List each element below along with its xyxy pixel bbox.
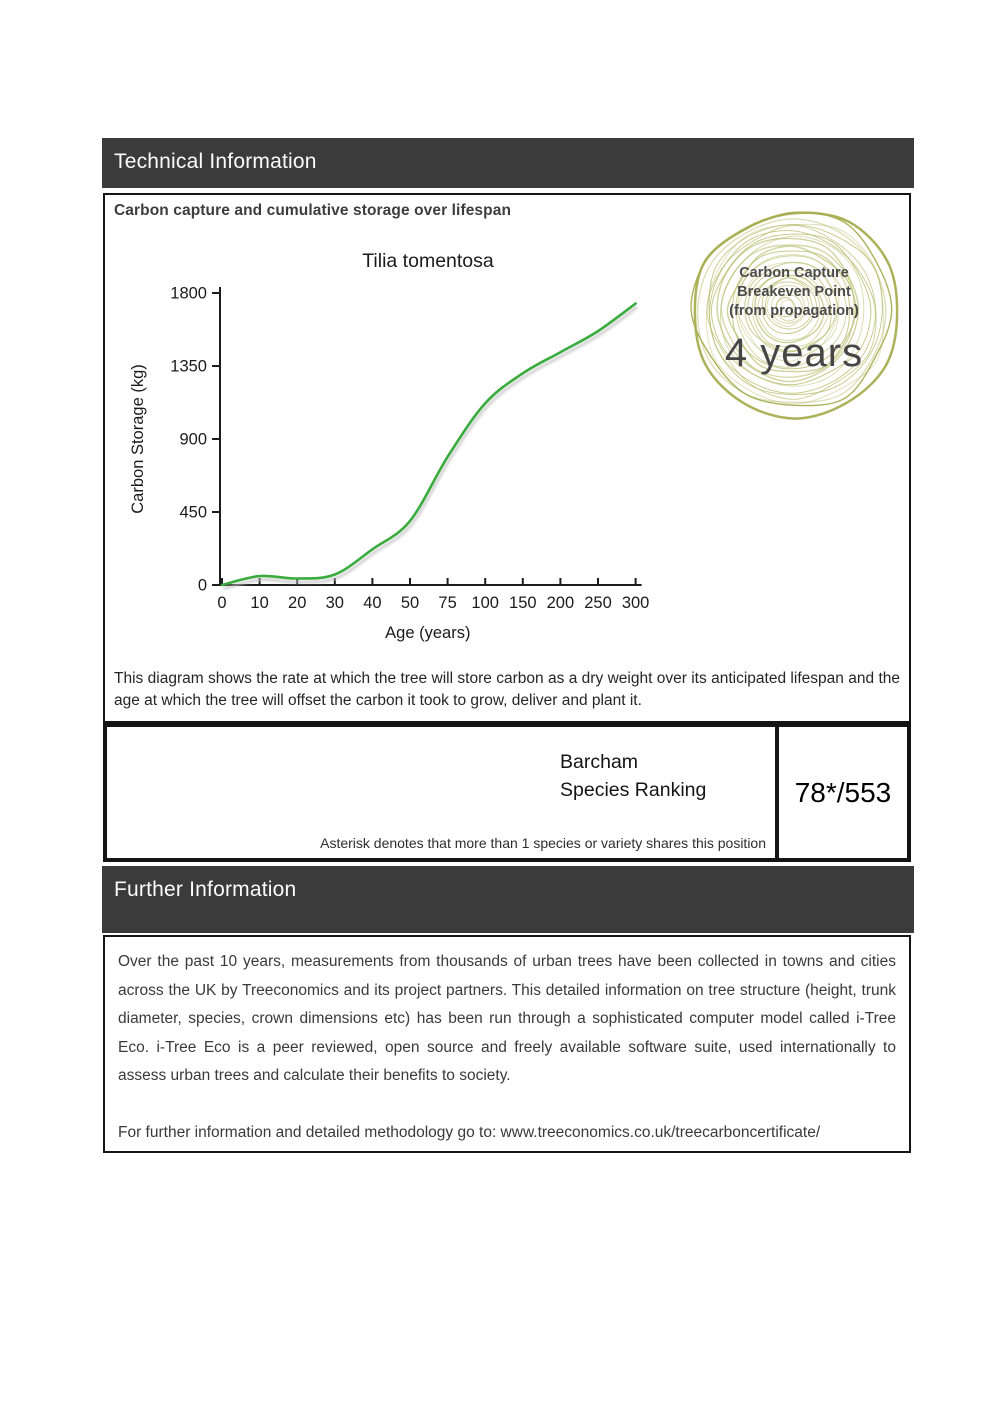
ranking-label-line2: Species Ranking xyxy=(560,778,707,801)
svg-text:30: 30 xyxy=(325,594,344,612)
technical-information-title: Technical Information xyxy=(114,150,317,173)
svg-text:20: 20 xyxy=(288,594,307,612)
svg-text:900: 900 xyxy=(179,430,207,449)
svg-text:40: 40 xyxy=(363,594,382,612)
chart-description: This diagram shows the rate at which the tree will store carbon as a dry weight over its anticipated lifespan and the age at which the tree will offset the carbon it took to grow, deliver and plant it. xyxy=(114,670,900,709)
chart-title-species: Tilia tomentosa xyxy=(362,250,494,272)
svg-text:10: 10 xyxy=(250,594,269,612)
svg-text:300: 300 xyxy=(621,594,650,612)
ranking-label-line1: Barcham xyxy=(560,751,639,773)
further-information-link-line: For further information and detailed methodology go to: www.treeconomics.co.uk/treecarboncertificate/ xyxy=(118,1123,821,1141)
svg-text:0: 0 xyxy=(217,594,227,612)
chart-section-subtitle: Carbon capture and cumulative storage over lifespan xyxy=(114,202,512,219)
ranking-value-cell xyxy=(775,727,907,858)
svg-text:75: 75 xyxy=(438,594,457,612)
technical-information-header-bar xyxy=(102,138,914,188)
ranking-value: 78*/553 xyxy=(794,776,892,808)
svg-text:Age (years): Age (years) xyxy=(385,624,471,642)
svg-text:1800: 1800 xyxy=(170,284,207,303)
breakeven-badge xyxy=(681,200,907,426)
svg-text:250: 250 xyxy=(584,594,612,612)
badge-title-line3: (from propagation) xyxy=(729,303,859,319)
further-information-section xyxy=(103,935,911,1153)
ranking-label xyxy=(560,749,706,804)
badge-breakeven-value: 4 years xyxy=(724,331,864,375)
svg-text:Carbon Storage (kg): Carbon Storage (kg) xyxy=(129,364,147,514)
species-ranking-section xyxy=(103,723,911,862)
svg-text:450: 450 xyxy=(179,503,207,522)
ranking-left-cell xyxy=(107,727,775,858)
ranking-asterisk-note: Asterisk denotes that more than 1 species or variety shares this position xyxy=(320,835,766,851)
further-information-title: Further Information xyxy=(114,878,297,901)
svg-text:1350: 1350 xyxy=(170,357,207,376)
svg-text:50: 50 xyxy=(400,594,420,612)
svg-text:0: 0 xyxy=(197,576,207,595)
carbon-storage-line-chart xyxy=(105,275,685,655)
svg-text:200: 200 xyxy=(546,594,575,612)
carbon-chart-section xyxy=(103,193,911,723)
svg-text:100: 100 xyxy=(471,594,499,612)
badge-title xyxy=(681,264,907,321)
badge-title-line2: Breakeven Point xyxy=(737,284,851,300)
badge-title-line1: Carbon Capture xyxy=(739,265,849,281)
further-information-paragraph: Over the past 10 years, measurements from thousands of urban trees have been collected in towns and cities across the UK by Treeconomics and its project partners. This detailed information on tree structure (height, trunk diameter, species, crown dimensions etc) has been run through a sophisticated computer model called i-Tree Eco. i-Tree Eco is a peer reviewed, open source and freely available software suite, used internationally to assess urban trees and calculate their benefits to society. xyxy=(118,953,896,1084)
further-information-header-bar xyxy=(102,866,914,933)
svg-text:150: 150 xyxy=(509,594,537,612)
